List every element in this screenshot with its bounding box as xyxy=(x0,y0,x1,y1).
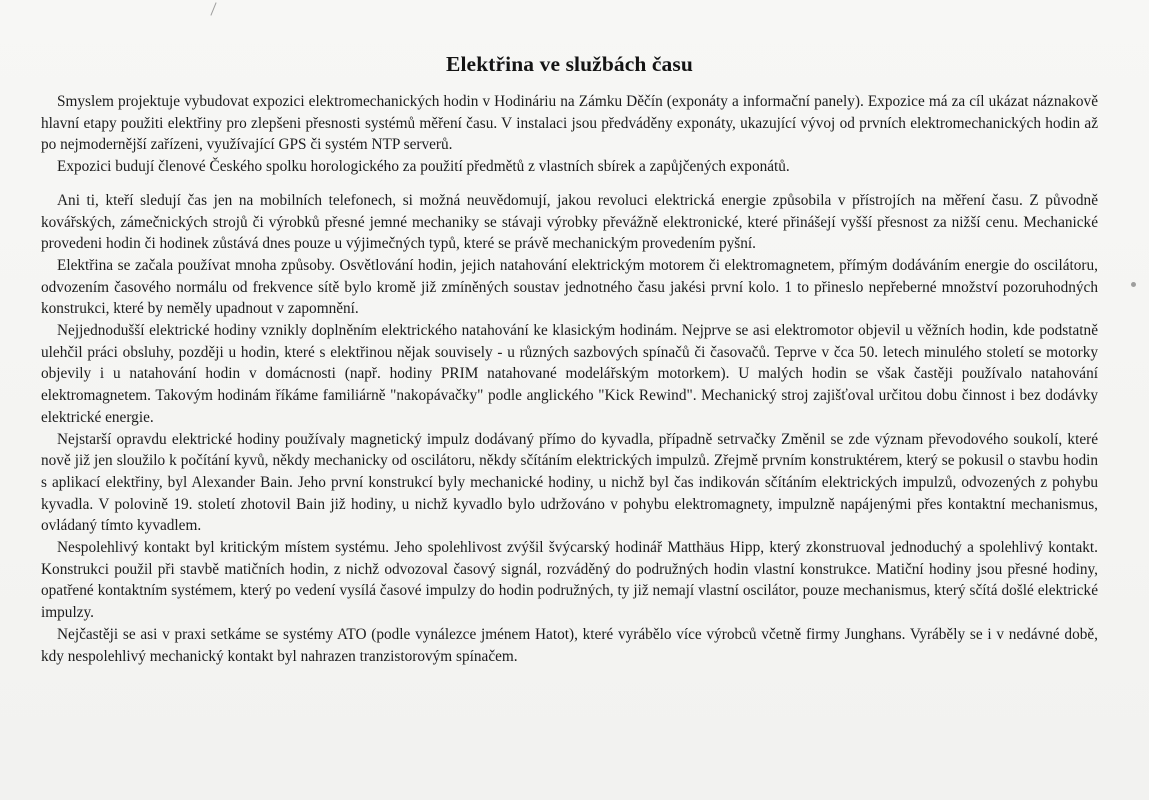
intro-paragraph: Expozici budují členové Českého spolku horologického za použití předmětů z vlastních sbírek a zapůjčených exponátů. xyxy=(57,158,790,176)
body-paragraph: Nespolehlivý kontakt byl kritickým místem systému. Jeho spolehlivost zvýšil švýcarský hodinář Matthäus Hipp, který zkonstruoval jednoduchý a spolehlivý kontakt. Konstrukci použil při stavbě matičních hodin, z nichž odvozoval časový signál, rozváděný do podružných hodin vlastní konstrukce. Matiční hodiny jsou přesné hodiny, opatřené kontaktním systémem, který po vedení vysílá časové impulzy do hodin podružných, ty již nemají vlastní oscilátor, pouze mechanismus, který sčítá došlé elektrické impulzy. xyxy=(41,539,1098,622)
scan-dot-mark xyxy=(1131,282,1136,287)
scan-speck-mark xyxy=(210,2,216,15)
paragraph-gap xyxy=(41,178,1098,190)
body-paragraph: Nejčastěji se asi v praxi setkáme se systémy ATO (podle vynálezce jménem Hatot), které vyrábělo více výrobců včetně firmy Junghans. Vyráběly se i v nedávné době, kdy nespolehlivý mechanický kontakt byl nahrazen tranzistorovým spínačem. xyxy=(41,625,1098,665)
body-paragraph: Ani ti, kteří sledují čas jen na mobilních telefonech, si možná neuvědomují, jakou revoluci elektrická energie způsobila v přístrojích na měření času. Z původně kovářských, zámečnických strojů či výrobků přesné jemné mechaniky se stávaji výrobky převážně elektronické, které přinášejí vyšší přesnost za nižší cenu. Mechanické provedeni hodin či hodinek zůstává dnes pouze u výjimečných typů, které se právě mechanickým provedením pyšní. xyxy=(41,191,1098,253)
document-title: Elektřina ve službách času xyxy=(446,52,693,76)
document-body xyxy=(41,52,1098,667)
body-paragraph: Elektřina se začala používat mnoha způsoby. Osvětlování hodin, jejich natahování elektrickým motorem či elektromagnetem, přímým dodáváním energie do oscilátoru, odvozením časového normálu od frekvence sítě bylo kromě již zmíněných soustav jednotného času jakési první kolo. 1 to přineslo nepřeberné množství pozoruhodných konstrukci, které by neměly upadnout v zapomnění. xyxy=(41,256,1098,318)
body-paragraph: Nejstarší opravdu elektrické hodiny používaly magnetický impulz dodávaný přímo do kyvadla, případně setrvačky Změnil se zde význam převodového soukolí, které nově již jen sloužilo k počítání kyvů, někdy mechanicky od oscilátoru, někdy sčítáním elektrických impulzů. Zřejmě prvním konstruktérem, který se pokusil o stavbu hodin s aplikací elektřiny, byl Alexander Bain. Jeho první konstrukcí byly mechanické hodiny, u nichž byl čas indikován sčítáním elektrických impulzů, odvozených z pohybu kyvadla. V polovině 19. století zhotovil Bain již hodiny, u nichž kyvadlo bylo udržováno v pohybu elektromagnety, impulzně napájenými přes kontaktní mechanismus, ovládaný tímto kyvadlem. xyxy=(41,430,1098,535)
intro-paragraph: Smyslem projektuje vybudovat expozici elektromechanických hodin v Hodináriu na Zámku Děčín (exponáty a informační panely). Expozice má za cíl ukázat náznakově hlavní etapy použiti elektřiny pro zlepšeni přesnosti systémů měření času. V instalaci jsou předváděny exponáty, ukazující vývoj od prvních elektromechanických hodin až po nejmodernější zařízeni, využívající GPS či systém NTP serverů. xyxy=(41,93,1098,154)
body-paragraph: Nejjednodušší elektrické hodiny vznikly doplněním elektrického natahování ke klasickým hodinám. Nejprve se asi elektromotor objevil u věžních hodin, kde podstatně ulehčil práci obsluhy, později u hodin, které s elektřinou nějak souvisely - u různých sazbových spínačů či časovačů. Teprve v čca 50. letech minulého století se motorky objevily i u natahování hodin v domácnosti (např. hodiny PRIM natahované modelářským motorkem). U malých hodin se však častěji používalo natahování elektromagnetem. Takovým hodinám říkáme familiárně "nakopávačky" podle anglického "Kick Rewind". Mechanický stroj zajišťoval určitou dobu činnost i bez dodávky elektrické energie. xyxy=(41,322,1098,426)
